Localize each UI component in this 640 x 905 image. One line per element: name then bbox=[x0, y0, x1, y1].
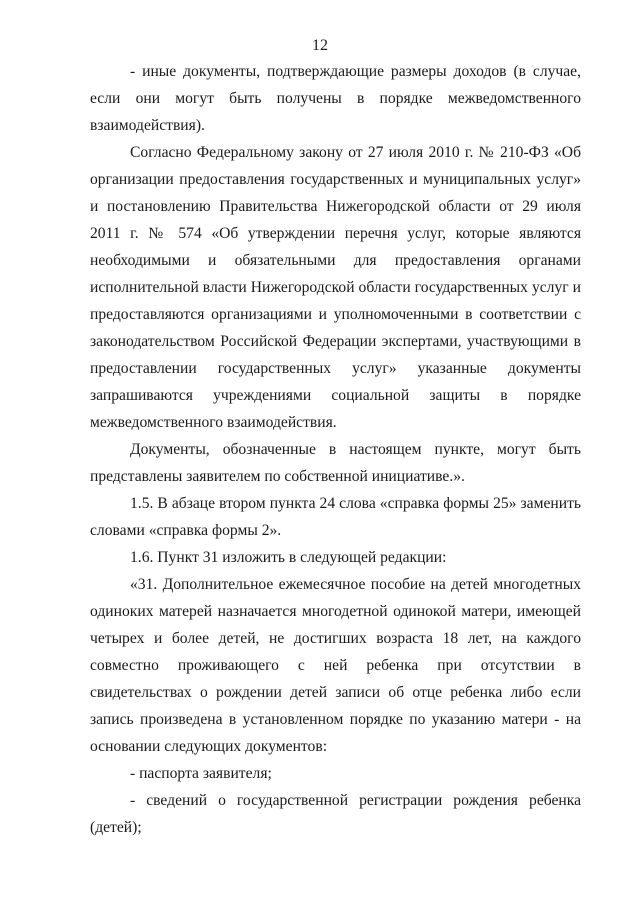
paragraph-federal-law: Согласно Федеральному закону от 27 июля 2010 г. № 210-ФЗ «Об организации предоставления государственных и муниципальных услуг» и постановлению Правительства Нижегородской области от 29 июля 2011 г. № 574 «Об утверждении перечня услуг, которые являются необходимыми и обязательными для предоставления органами исполнительной власти Нижегородской области государственных услуг и предоставляются организациями и уполномоченными в соответствии с законодательством Российской Федерации экспертами, участвующими в предоставлении государственных услуг» указанные документы запрашиваются учреждениями социальной защиты в порядке межведомственного взаимодействия. bbox=[90, 144, 581, 431]
paragraph-own-initiative: Документы, обозначенные в настоящем пункте, могут быть представлены заявителем по собственной инициативе.». bbox=[90, 441, 581, 485]
paragraph-other-documents: - иные документы, подтверждающие размеры доходов (в случае, если они могут быть получены в порядке межведомственного взаимодействия). bbox=[90, 63, 581, 134]
paragraph-item-1-6: 1.6. Пункт 31 изложить в следующей редакции: bbox=[130, 549, 447, 566]
paragraph-passport: - паспорта заявителя; bbox=[130, 765, 272, 782]
paragraph-item-1-5: 1.5. В абзаце втором пункта 24 слова «справка формы 25» заменить словами «справка формы 2». bbox=[90, 495, 581, 539]
page-number: 12 bbox=[312, 37, 328, 54]
paragraph-birth-registration: - сведений о государственной регистрации рождения ребенка (детей); bbox=[90, 792, 581, 836]
paragraph-item-31: «31. Дополнительное ежемесячное пособие на детей многодетных одиноких матерей назначается многодетной одинокой матери, имеющей четырех и более детей, не достигших возраста 18 лет, на каждого совместно проживающего с ней ребенка при отсутствии в свидетельствах о рождении детей записи об отце ребенка либо если запись произведена в установленном порядке по указанию матери - на основании следующих документов: bbox=[90, 576, 581, 755]
document-body bbox=[90, 58, 581, 841]
